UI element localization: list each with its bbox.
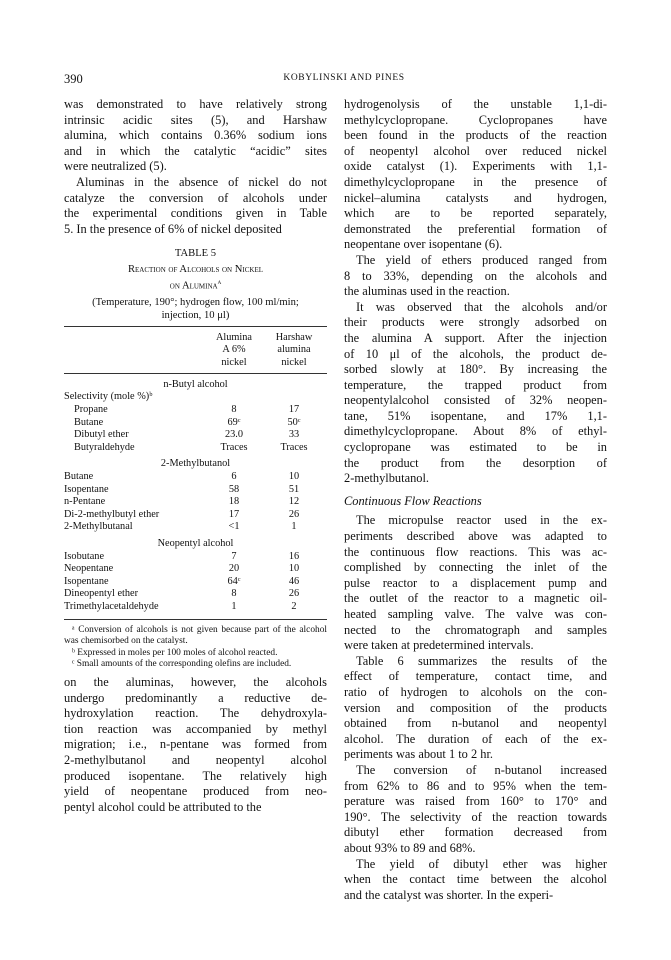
text-line: were neutralized (5). — [64, 159, 167, 174]
text-line: and the catalyst was shorter. In the experi- — [344, 887, 554, 902]
table-header-rule — [64, 373, 327, 374]
table-row — [64, 417, 327, 430]
text-line: The conversion of n-butanol increased — [356, 762, 607, 777]
text-line: obtained from n-butanol and neopentyl — [344, 716, 607, 731]
text-line: methylcyclopropane. Cyclopropanes have — [344, 112, 607, 127]
cell-alumina-a: 23.0 — [224, 429, 244, 441]
table-row — [64, 601, 327, 614]
page-header — [64, 72, 624, 88]
row-label: n-Pentane — [64, 496, 106, 508]
col-b-line2: alumina — [277, 344, 311, 356]
col-a-line3: nickel — [221, 357, 247, 369]
text-line: perature was raised from 160° to 170° and — [344, 794, 607, 809]
right-body-top — [344, 97, 607, 487]
table-group-title: n-Butyl alcohol — [163, 378, 228, 390]
text-line: alumina, which contains 0.36% sodium ions — [64, 128, 327, 143]
table-row — [64, 588, 327, 601]
row-label: Butane — [64, 471, 94, 483]
text-line: heated sampling valve. The valve was con- — [344, 607, 607, 621]
table-row — [64, 429, 327, 442]
left-body-top — [64, 97, 327, 237]
cell-alumina-a: 18 — [228, 496, 240, 508]
cell-alumina-a: 58 — [228, 483, 240, 495]
cell-alumina-a: 69ᶜ — [227, 416, 241, 428]
cell-alumina-a: 1 — [231, 600, 237, 612]
table-body — [64, 379, 327, 614]
table-conditions — [64, 296, 327, 322]
col-b-line3: nickel — [281, 357, 307, 369]
text-line: hydroxylation reaction. The dehydroxyla- — [64, 706, 327, 721]
table-row — [64, 391, 327, 404]
table-conditions-line1: (Temperature, 190°; hydrogen flow, 100 ml/min; — [92, 296, 299, 308]
text-line: cyclopropane was estimated to be in — [344, 440, 607, 455]
text-line: which are to be reported separately, — [344, 206, 607, 221]
col-a-line2: A 6% — [222, 344, 246, 356]
text-line: Table 6 summarizes the results of the — [356, 653, 607, 668]
text-line: temperature, the trapped product from — [344, 377, 607, 392]
text-line: nickel–alumina catalysts and hydrogen, — [344, 190, 607, 205]
text-line: the continuous flow reactions. This was ac- — [344, 544, 607, 559]
text-line: produced isopentane. The relatively high — [64, 768, 327, 783]
text-line: oxide catalyst (1). Experiments with 1,1- — [344, 159, 607, 174]
text-line: of neopentyl alcohol over reduced nickel — [344, 143, 607, 158]
cell-harshaw: 17 — [288, 404, 300, 416]
text-line: hydrogenolysis of the unstable 1,1-di- — [344, 97, 607, 111]
text-line: alcohol. The duration of each of the ex- — [344, 731, 607, 746]
left-body-bottom — [64, 675, 327, 815]
text-line: tane, 51% isopentane, and 17% 1,1- — [344, 408, 607, 423]
text-line: and in which the catalytic “acidic” sites — [64, 143, 327, 158]
table-group-title: 2-Methylbutanol — [160, 458, 231, 470]
text-line: neopentylalcohol consisted of 32% neopen- — [344, 393, 607, 408]
row-label: Isobutane — [64, 550, 105, 562]
text-line: periments described above was adapted to — [344, 529, 607, 544]
row-label: Propane — [74, 404, 108, 416]
text-line: their products were strongly adsorbed on — [344, 315, 607, 330]
table-row — [64, 563, 327, 576]
text-line: 190°. The selectivity of the reaction towards — [344, 809, 607, 824]
text-line: was demonstrated to have relatively strong — [64, 97, 327, 111]
text-line: The yield of dibutyl ether was higher — [356, 856, 607, 871]
text-line: the product from the desorption of — [344, 455, 607, 470]
text-line: on the aluminas, however, the alcohols — [64, 674, 327, 689]
cell-harshaw: 26 — [288, 508, 300, 520]
text-line: version and composition of the products — [344, 700, 607, 715]
table-row — [64, 576, 327, 589]
text-line: the aluminas used in the reaction. — [344, 284, 510, 299]
text-line: been found in the products of the reaction — [344, 128, 607, 143]
running-title: KOBYLINSKI AND PINES — [283, 73, 405, 83]
cell-alumina-a: 7 — [231, 550, 237, 562]
text-line: Aluminas in the absence of nickel do not — [76, 174, 327, 189]
table-footnote: ᶜ Small amounts of the corresponding olefins are included. — [72, 659, 292, 670]
cell-alumina-a: 8 — [231, 588, 237, 600]
table-row — [64, 521, 327, 534]
text-line: migration; i.e., n-pentane was formed from — [64, 737, 327, 752]
text-line: tion reaction was accompanied by methyl — [64, 721, 327, 736]
cell-harshaw: 51 — [288, 483, 300, 495]
cell-harshaw: 2 — [291, 600, 297, 612]
text-line: nected to the chromatograph and samples — [344, 622, 607, 637]
cell-alumina-a: 8 — [231, 404, 237, 416]
table-bottom-rule — [64, 619, 327, 620]
cell-harshaw: Traces — [280, 441, 308, 453]
table-row — [64, 404, 327, 417]
row-label: Dineopentyl ether — [64, 588, 139, 600]
cell-harshaw: 46 — [288, 575, 300, 587]
text-line: catalyze the conversion of alcohols under — [64, 190, 327, 205]
row-label: Butyraldehyde — [74, 441, 135, 453]
table-row — [64, 471, 327, 484]
cell-alumina-a: <1 — [228, 521, 240, 533]
table-row — [64, 509, 327, 522]
row-label: Di-2-methylbutyl ether — [64, 508, 160, 520]
text-line: of 10 μl of the alcohols, the product de- — [344, 346, 607, 361]
text-line: yield of neopentane produced from neo- — [64, 784, 327, 799]
text-line: when the contact time between the alcohol — [344, 872, 607, 887]
text-line: dibutyl ether formation decreased from — [344, 825, 607, 840]
cell-harshaw: 10 — [288, 563, 300, 575]
table-conditions-line2: injection, 10 μl) — [161, 309, 230, 321]
row-label: Butane — [74, 416, 104, 428]
text-line: periments was about 1 to 2 hr. — [344, 747, 494, 762]
text-line: neopentane over isopentane (6). — [344, 237, 503, 252]
page-number: 390 — [64, 72, 83, 86]
row-label: Isopentane — [64, 483, 109, 495]
text-line: ratio of hydrogen to alcohols on the con- — [344, 684, 607, 699]
text-line: 2-methylbutanol and neopentyl alcohol — [64, 752, 327, 767]
row-label: Trimethylacetaldehyde — [64, 600, 159, 612]
text-line: undergo predominantly a reductive de- — [64, 690, 327, 705]
cell-alumina-a: 6 — [231, 471, 237, 483]
cell-alumina-a: 17 — [228, 508, 240, 520]
text-line: about 93% to 89 and 68%. — [344, 840, 476, 855]
section-heading: Continuous Flow Reactions — [344, 493, 482, 508]
text-line: the alumina A support. After the injection — [344, 330, 607, 345]
right-column — [344, 97, 607, 903]
table-row — [64, 551, 327, 564]
col-b-line1: Harshaw — [275, 331, 313, 343]
left-column — [64, 97, 327, 815]
text-line: intrinsic acidic sites (5), and Harshaw — [64, 112, 327, 127]
text-line: The micropulse reactor used in the ex- — [356, 513, 607, 528]
table-footnote: ᵃ Conversion of alcohols is not given because part of the alcohol was chemisorbed on the catalyst. — [64, 624, 327, 647]
table-title-line2: on Alumina — [169, 280, 218, 292]
text-line: 2-methylbutanol. — [344, 471, 429, 486]
cell-harshaw: 16 — [288, 550, 300, 562]
row-label: Selectivity (mole %)ᵇ — [64, 391, 153, 403]
table-title-line1: Reaction of Alcohols on Nickel — [127, 264, 264, 276]
cell-alumina-a: Traces — [220, 441, 248, 453]
text-line: complished by connecting the inlet of the — [344, 560, 607, 575]
table-footnotes — [64, 625, 327, 671]
row-label: Dibutyl ether — [74, 429, 129, 441]
text-line: 8 to 33%, depending on the alcohols and — [344, 268, 607, 283]
table-row — [64, 484, 327, 497]
text-line: It was observed that the alcohols and/or — [356, 299, 607, 314]
text-line: the experimental conditions given in Table — [64, 206, 327, 221]
text-line: demonstrated the preferential formation of — [344, 221, 607, 236]
right-body-bottom — [344, 513, 607, 903]
table-title-mark: a — [217, 278, 222, 287]
cell-harshaw: 26 — [288, 588, 300, 600]
text-line: dimethylcyclopropane. About 8% of ethyl- — [344, 424, 607, 439]
text-line: 5. In the presence of 6% of nickel deposited — [64, 221, 282, 236]
col-a-line1: Alumina — [215, 331, 253, 343]
cell-harshaw: 10 — [288, 471, 300, 483]
table-title — [64, 263, 327, 293]
row-label: Isopentane — [64, 575, 109, 587]
cell-alumina-a: 64ᶜ — [227, 575, 241, 587]
cell-harshaw: 50ᶜ — [287, 416, 301, 428]
text-line: pulse reactor to a displacement pump and — [344, 575, 607, 590]
table-row — [64, 442, 327, 455]
col-header-alumina-a — [211, 332, 257, 370]
cell-harshaw: 12 — [288, 496, 300, 508]
cell-harshaw: 33 — [288, 429, 300, 441]
text-line: The yield of ethers produced ranged from — [356, 252, 607, 267]
row-label: 2-Methylbutanal — [64, 521, 133, 533]
text-line: pentyl alcohol could be attributed to the — [64, 799, 262, 814]
text-line: dimethylcyclopropane in the presence of — [344, 174, 607, 189]
text-line: the outlet of the reactor to a magnetic oil- — [344, 591, 607, 606]
text-line: sorbed slowly at 180°. By increasing the — [344, 362, 607, 377]
table-label: TABLE 5 — [174, 248, 217, 260]
row-label: Neopentane — [64, 563, 114, 575]
text-line: from 62% to 86 and to 95% when the tem- — [344, 778, 607, 793]
table-5 — [64, 247, 327, 671]
col-header-harshaw — [264, 332, 324, 370]
text-line: effect of temperature, contact time, and — [344, 669, 607, 684]
cell-alumina-a: 20 — [228, 563, 240, 575]
cell-harshaw: 1 — [291, 521, 297, 533]
table-row — [64, 496, 327, 509]
table-col-headers — [64, 327, 327, 371]
table-group-title: Neopentyl alcohol — [157, 538, 234, 549]
table-footnote: ᵇ Expressed in moles per 100 moles of alcohol reacted. — [72, 647, 278, 658]
text-line: were taken at predetermined intervals. — [344, 638, 534, 653]
